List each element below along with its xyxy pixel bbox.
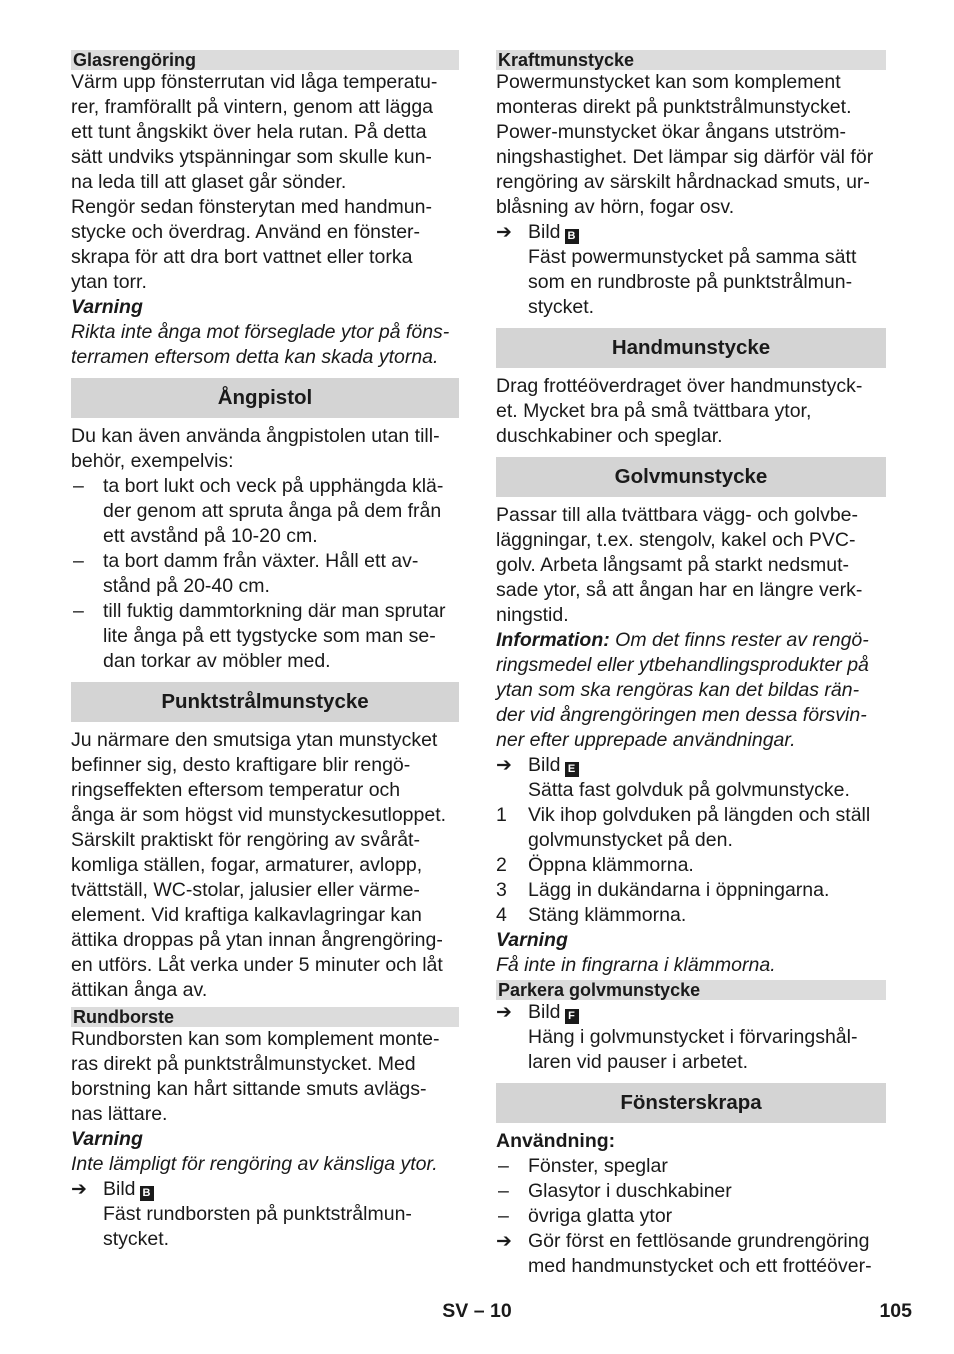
parkera-golvmunstycke-heading: Parkera golvmunstycke [496,980,886,1000]
page-number: 105 [879,1300,912,1322]
figure-reference: ➔ Bild E Sätta fast golvduk på golvmunstycke. [496,754,850,801]
golvmunstycke-warning-label: Varning [496,929,568,951]
figure-reference: ➔ Bild F Häng i golvmunstycket i förvaringshål- laren vid pauser i arbetet. [496,1001,858,1073]
angpistol-intro: Du kan även använda ångpistolen utan till- behör, exempelvis: [71,425,440,472]
dash-bullet: – [498,1205,509,1227]
step-number: 2 [496,854,507,876]
list-item: – Glasytor i duschkabiner [498,1180,732,1202]
bild-label: Bild [528,754,561,776]
glasrengoring-warning-text: Rikta inte ånga mot förseglade ytor på föns- terramen eftersom detta kan skada ytorna. [71,321,450,368]
dash-bullet: – [498,1180,509,1202]
left-column [71,48,459,1252]
golvmunstycke-heading: Golvmunstycke [496,457,886,497]
arrow-right-icon: ➔ [496,222,512,243]
angpistol-heading: Ångpistol [71,378,459,418]
rundborste-warning-label: Varning [71,1128,143,1150]
list-item: – ta bort lukt och veck på upphängda klä- der genom att spruta ånga på dem från ett avstånd på 10-20 cm. [73,475,444,547]
figure-reference: ➔ Bild B Fäst rundborsten på punktstrålmun- stycket. [71,1178,412,1250]
dash-bullet: – [73,600,84,622]
list-item: – ta bort damm från växter. Håll ett av- stånd på 20-40 cm. [73,550,419,597]
step-number: 4 [496,904,507,926]
golvmunstycke-information: Information: Om det finns rester av rengö- ringsmedel eller ytbehandlingsprodukter på ytan som ska rengöras kan det bildas rän- der vid ångrengöringen men dessa försvin- ner efter upprepade användningar. [496,629,869,751]
anvandning-label: Användning: [496,1130,616,1152]
footer-section-label: SV – 10 [442,1300,512,1322]
numbered-step: 3 Lägg in dukändarna i öppningarna. [496,879,830,901]
rundborste-heading: Rundborste [71,1007,459,1027]
punktstralmunstycke-heading: Punktstrålmunstycke [71,682,459,722]
numbered-step: 1 Vik ihop golvduken på längden och ställ golvmunstycket på den. [496,804,871,851]
list-item: – övriga glatta ytor [498,1205,673,1227]
instruction-step: ➔ Gör först en fettlösande grundrengöring med handmunstycket och ett frottéöver- [496,1230,872,1277]
figure-letter-badge: B [140,1186,154,1201]
rundborste-warning-text: Inte lämpligt för rengöring av känsliga ytor. [71,1153,438,1175]
numbered-step: 4 Stäng klämmorna. [496,904,687,926]
list-item: – till fuktig dammtorkning där man sprutar lite ånga på ett tygstycke som man se- dan torkar av möbler med. [73,600,446,672]
kraftmunstycke-heading: Kraftmunstycke [496,50,886,70]
glasrengoring-paragraph-1: Värm upp fönsterrutan vid låga temperatu- rer, framförallt på vintern, genom att lägga ett tunt ångskikt över hela rutan. På detta sätt undviks ytspänningar som skulle kun- na leda till att glaset går sönder. [71,71,438,193]
glasrengoring-warning-label: Varning [71,296,143,318]
arrow-right-icon: ➔ [496,1002,512,1023]
right-column [496,48,886,1279]
bild-label: Bild [103,1178,136,1200]
handmunstycke-heading: Handmunstycke [496,328,886,368]
numbered-step: 2 Öppna klämmorna. [496,854,694,876]
figure-letter-badge: F [565,1009,579,1024]
golvmunstycke-warning-text: Få inte in fingrarna i klämmorna. [496,954,776,976]
step-number: 1 [496,804,507,826]
arrow-right-icon: ➔ [71,1179,87,1200]
dash-bullet: – [73,475,84,497]
dash-bullet: – [73,550,84,572]
arrow-right-icon: ➔ [496,755,512,776]
step-number: 3 [496,879,507,901]
glasrengoring-paragraph-2: Rengör sedan fönsterytan med handmun- stycke och överdrag. Använd en fönster- skrapa för att dra bort vattnet eller torka ytan torr. [71,196,432,293]
information-label: Information: [496,629,610,651]
bild-label: Bild [528,1001,561,1023]
figure-reference: ➔ Bild B Fäst powermunstycket på samma sätt som en rundbroste på punktstrålmun- stycket. [496,221,857,318]
kraftmunstycke-paragraph: Powermunstycket kan som komplement monteras direkt på punktstrålmunstycket. Power-munstycket ökar ångans utström- ningshastighet. Det lämpar sig därför väl för rengöring av särskilt hårdnackad smuts, ur- blåsning av hörn, fogar osv. [496,71,874,218]
punktstralmunstycke-paragraph: Ju närmare den smutsiga ytan munstycket befinner sig, desto kraftigare blir rengö- ringseffekten eftersom temperatur och ånga är som högst vid munstyckesutloppet. Särskilt praktiskt för rengöring av svåråt- komliga ställen, fogar, armaturer, avlopp, tvättställ, WC-stolar, jalusier eller värme- element. Vid kraftiga kalkavlagringar kan ättika droppas på ytan innan ångrengöring- en utförs. Låt verka under 5 minuter och låt ättikan ånga av. [71,729,447,1001]
bild-label: Bild [528,221,561,243]
arrow-right-icon: ➔ [496,1231,512,1252]
glasrengoring-heading: Glasrengöring [71,50,459,70]
golvmunstycke-paragraph: Passar till alla tvättbara vägg- och golvbe- läggningar, t.ex. stengolv, kakel och PVC- golv. Arbeta långsamt på starkt nedsmut- sade ytor, så att ångan har en längre verk- ningstid. [496,504,863,626]
list-item: – Fönster, speglar [498,1155,668,1177]
fonsterskrapa-heading: Fönsterskrapa [496,1083,886,1123]
handmunstycke-paragraph: Drag frottéöverdraget över handmunstyck- et. Mycket bra på små tvättbara ytor, duschkabiner och speglar. [496,375,863,447]
rundborste-paragraph: Rundborsten kan som komplement monte- ras direkt på punktstrålmunstycket. Med borstning kan hårt sittande smuts avlägs- nas lättare. [71,1028,440,1125]
figure-letter-badge: B [565,229,579,244]
dash-bullet: – [498,1155,509,1177]
figure-letter-badge: E [565,762,579,777]
